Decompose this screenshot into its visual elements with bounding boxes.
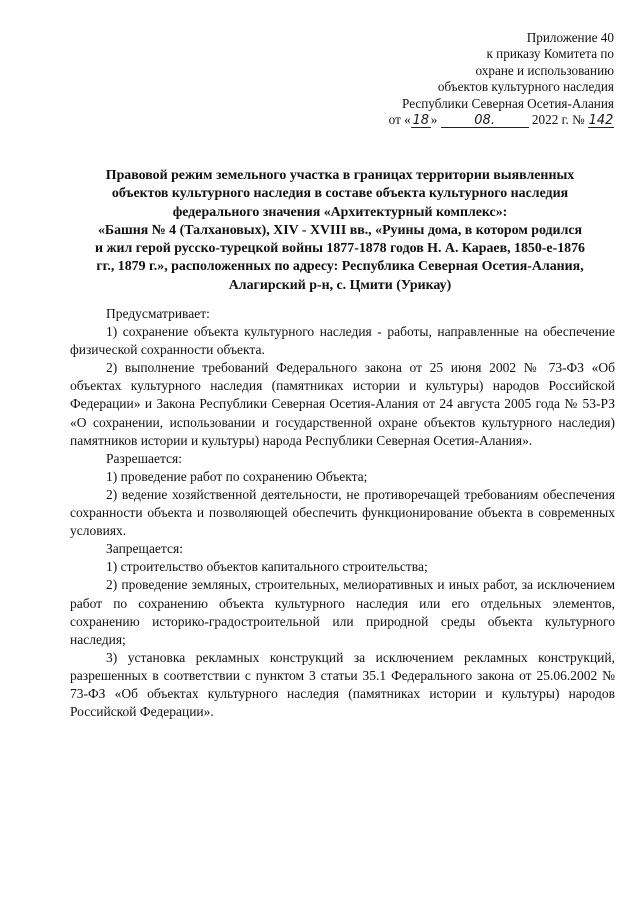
forbidden-item-3: 3) установка рекламных конструкций за исключением рекламных конструкций, разрешенных в соответствии с пунктом 3 статьи 35.1 Федерального закона от 25.06.2002 № 73-ФЗ «Об объектах культурного наследия (памятниках истории и культуры) народов Российской Федерации». xyxy=(70,649,615,720)
order-day-handwritten: 18 xyxy=(412,113,429,129)
order-mid: » xyxy=(430,112,438,128)
order-year: 2022 г. № xyxy=(531,112,585,128)
document-title xyxy=(70,167,610,295)
title-line: Правовой режим земельного участка в границах территории выявленных xyxy=(105,168,575,183)
document-body xyxy=(70,305,615,721)
order-date-line xyxy=(314,112,614,128)
order-month-field xyxy=(441,113,529,128)
appendix-line: к приказу Комитета по xyxy=(486,46,614,62)
forbidden-item-1: 1) строительство объектов капитального строительства; xyxy=(106,559,428,575)
appendix-line: охране и использованию xyxy=(475,62,614,78)
appendix-line: объектов культурного наследия xyxy=(437,79,614,95)
title-line: федерального значения «Архитектурный комплекс»: xyxy=(172,204,508,220)
appendix-header xyxy=(314,30,614,128)
allowed-item-2: 2) ведение хозяйственной деятельности, не противоречащей требованиям обеспечения сохранности объекта и позволяющей обеспечить функционирование объекта в современных условиях. xyxy=(70,486,615,539)
title-line: гг., 1879 г.», расположенных по адресу: Республика Северная Осетия-Алания, xyxy=(96,259,584,275)
order-month-handwritten: 08. xyxy=(474,113,495,129)
order-day-field xyxy=(411,113,431,128)
title-line: объектов культурного наследия в составе объекта культурного наследия xyxy=(111,186,569,202)
provides-heading: Предусматривает: xyxy=(106,306,210,321)
allowed-item-1: 1) проведение работ по сохранению Объекта; xyxy=(106,468,368,484)
appendix-number: Приложение 40 xyxy=(526,30,614,45)
title-line: «Башня № 4 (Талхановых), XIV - XVIII вв., «Руины дома, в котором родился xyxy=(97,222,583,238)
provides-item-1: 1) сохранение объекта культурного наследия - работы, направленные на обеспечение физической сохранности объекта. xyxy=(70,324,615,358)
provides-item-2: 2) выполнение требований Федерального закона от 25 июня 2002 № 73-ФЗ «Об объектах культурного наследия (памятниках истории и культуры) народов Российской Федерации» и Закона Республики Северная Осетия-Алания от 24 августа 2005 года № 53-РЗ «О сохранении, использовании и государственной охране объектов культурного наследия) памятников истории и культуры) народа Республики Северная Осетия-Алания». xyxy=(70,360,615,448)
title-line: и жил герой русско-турецкой войны 1877-1878 годов Н. А. Караев, 1850-е-1876 xyxy=(94,241,586,257)
order-number-field xyxy=(588,113,614,128)
order-number-handwritten: 142 xyxy=(588,113,614,129)
allowed-heading: Разрешается: xyxy=(106,450,182,466)
order-prefix: от « xyxy=(388,112,411,128)
forbidden-heading: Запрещается: xyxy=(106,541,183,557)
forbidden-item-2: 2) проведение земляных, строительных, мелиоративных и иных работ, за исключением работ по сохранению объекта культурного наследия или его отдельных элементов, сохранению историко-градостроительной или природной среды объекта культурного наследия; xyxy=(70,577,615,647)
appendix-line: Республики Северная Осетия-Алания xyxy=(402,95,614,111)
title-line: Алагирский р-н, с. Цмити (Урикау) xyxy=(228,277,452,293)
